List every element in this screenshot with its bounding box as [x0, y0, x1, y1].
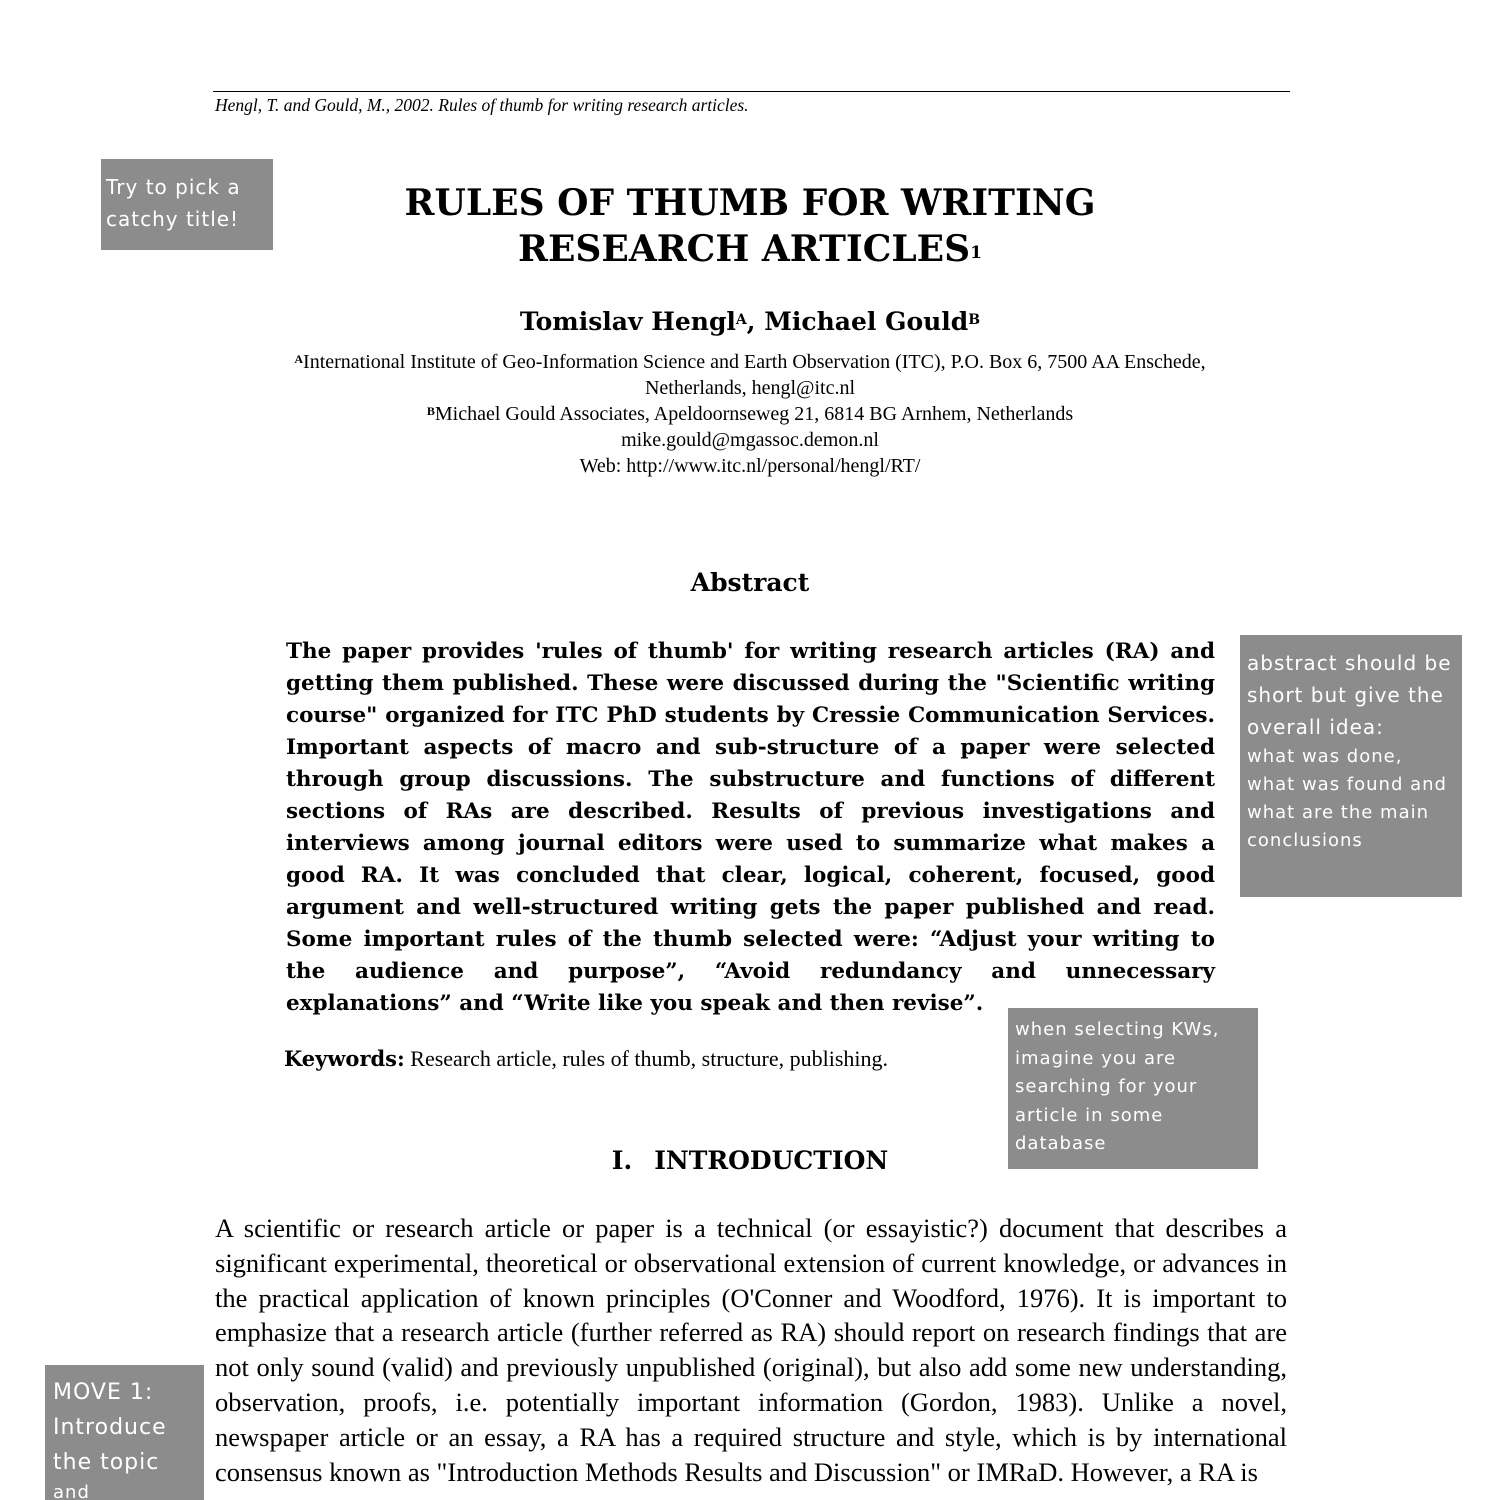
author-list	[0, 305, 1500, 339]
web-link[interactable]: Web: http://www.itc.nl/personal/hengl/RT/	[579, 455, 921, 477]
section-number: I.	[611, 1146, 633, 1175]
introduction-heading	[0, 1146, 1500, 1175]
move-annotation-note	[45, 1365, 204, 1500]
move-note-detail: and	[53, 1482, 90, 1500]
affiliation-a	[290, 349, 1210, 401]
abstract-heading: Abstract	[690, 568, 810, 597]
keywords-text: Research article, rules of thumb, structure, publishing.	[404, 1046, 889, 1071]
author-separator: ,	[746, 307, 765, 336]
abstract-annotation-note	[1240, 635, 1462, 897]
header-rule	[213, 91, 1290, 92]
affiliations	[290, 349, 1210, 479]
section-title: INTRODUCTION	[654, 1146, 889, 1175]
abstract-note-detail: what was done, what was found and what are the main conclusions	[1247, 746, 1447, 851]
affiliation-a-text: International Institute of Geo-Information Science and Earth Observation (ITC), P.O. Box 6, 7500 AA Enschede, Netherlands, hengl@itc.nl	[303, 351, 1206, 399]
title-line-2-text: RESEARCH ARTICLES	[518, 228, 971, 270]
title-line-1: RULES OF THUMB FOR WRITING	[404, 182, 1096, 224]
affiliation-b-email: mike.gould@mgassoc.demon.nl	[621, 429, 879, 451]
author-1: Tomislav Hengl	[519, 307, 736, 336]
move-note-lead: MOVE 1: Introduce the topic	[53, 1380, 167, 1475]
author-2: Michael Gould	[764, 307, 969, 336]
author-2-affiliation-mark: B	[968, 312, 981, 328]
keywords-label: Keywords:	[284, 1046, 405, 1071]
affiliation-a-mark: A	[294, 352, 304, 366]
title-footnote-mark: 1	[970, 243, 982, 263]
title-annotation-note: Try to pick a catchy title!	[101, 159, 273, 250]
abstract-body: The paper provides 'rules of thumb' for writing research articles (RA) and getting them published. These were discussed during the "Scientific writing course" organized for ITC PhD students by Cressie Communication Services. Important aspects of macro and sub-structure of a paper were selected through group discussions. The substructure and functions of different sections of RAs are described. Results of previous investigations and interviews among journal editors were used to summarize what makes a good RA. It was concluded that clear, logical, coherent, focused, good argument and well-structured writing gets the paper published and read. Some important rules of the thumb selected were: “Adjust your writing to the audience and purpose”, “Avoid redundancy and unnecessary explanations” and “Write like you speak and then revise”.	[286, 639, 1215, 1016]
affiliation-b-text: Michael Gould Associates, Apeldoornseweg 21, 6814 BG Arnhem, Netherlands	[434, 403, 1074, 425]
title-line-2	[0, 226, 1500, 272]
running-head: Hengl, T. and Gould, M., 2002. Rules of thumb for writing research articles.	[215, 95, 749, 115]
paper-title	[0, 180, 1500, 272]
affiliation-b-mark: B	[426, 404, 435, 418]
abstract-note-lead: abstract should be short but give the overall idea:	[1247, 651, 1452, 739]
keywords	[284, 1046, 888, 1072]
introduction-body: A scientific or research article or paper is a technical (or essayistic?) document that describes a significant experimental, theoretical or observational extension of current knowledge, or advances in the practical application of known principles (O'Conner and Woodford, 1976). It is important to emphasize that a research article (further referred as RA) should report on research findings that are not only sound (valid) and previously unpublished (original), but also add some new understanding, observation, proofs, i.e. potentially important information (Gordon, 1983). Unlike a novel, newspaper article or an essay, a RA has a required structure and style, which is by international consensus known as "Introduction Methods Results and Discussion" or IMRaD. However, a RA is	[215, 1213, 1287, 1487]
author-1-affiliation-mark: A	[735, 312, 747, 328]
affiliation-b	[290, 401, 1210, 427]
keywords-annotation-note: when selecting KWs, imagine you are searching for your article in some database	[1008, 1008, 1258, 1169]
